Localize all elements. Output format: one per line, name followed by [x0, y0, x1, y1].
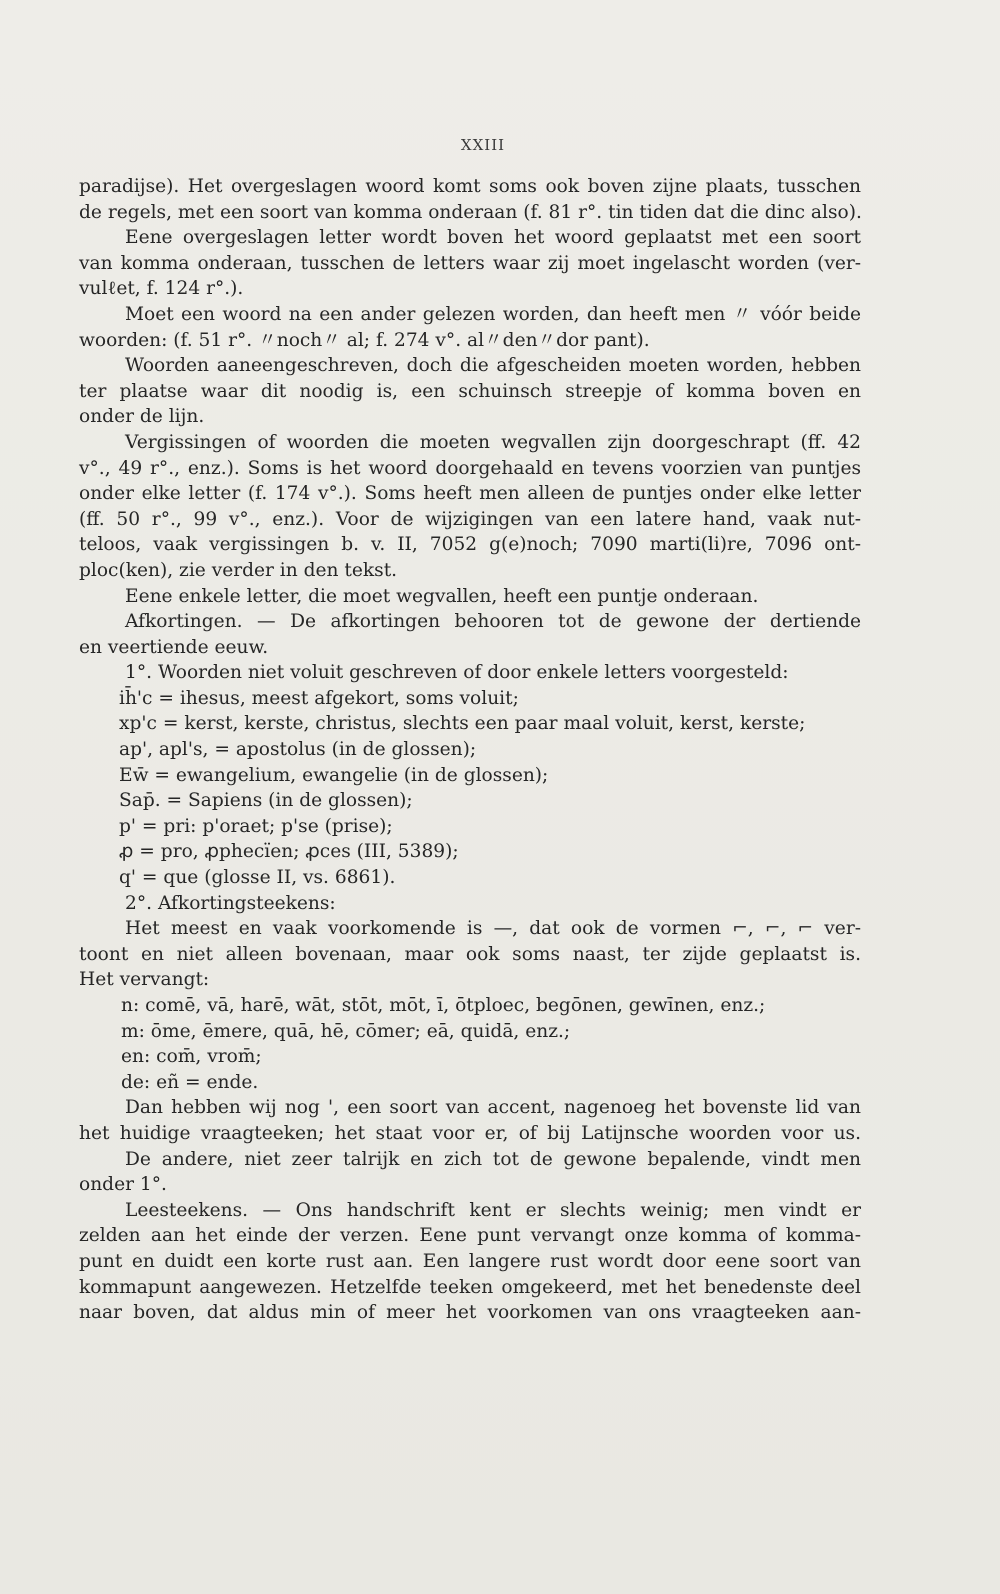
text-line: punt en duidt een korte rust aan. Een langere rust wordt door eene soort van	[79, 1250, 861, 1272]
text-line: v°., 49 r°., enz.). Soms is het woord doorgehaald en tevens voorzien van puntjes	[79, 457, 861, 479]
text-line: woorden: (f. 51 r°. 〃noch〃 al; f. 274 v°. al〃den〃dor pant).	[79, 329, 650, 351]
text-line: van komma onderaan, tusschen de letters waar zij moet ingelascht worden (ver-	[79, 252, 861, 274]
text-line: De andere, niet zeer talrijk en zich tot de gewone bepalende, vindt men	[125, 1148, 861, 1170]
text-line: Afkortingen. — De afkortingen behooren tot de gewone der dertiende	[125, 611, 861, 633]
text-line: Leesteekens. — Ons handschrift kent er slechts weinig; men vindt er	[125, 1199, 861, 1221]
text-line: ploc(ken), zie verder in den tekst.	[79, 559, 398, 581]
text-line: Eene overgeslagen letter wordt boven het woord geplaatst met een soort	[125, 227, 861, 249]
text-line: 2°. Afkortingsteekens:	[125, 892, 336, 914]
text-line: zelden aan het einde der verzen. Eene punt vervangt onze komma of komma-	[79, 1225, 861, 1247]
text-line: Het meest en vaak voorkomende is —, dat ook de vormen ⌐, ⌐, ⌐ ver-	[125, 918, 861, 940]
text-line: vulℓet, f. 124 r°.).	[79, 278, 244, 300]
text-line: Dan hebben wij nog ', een soort van accent, nagenoeg het bovenste lid van	[125, 1097, 861, 1119]
text-line: Sap̄. = Sapiens (in de glossen);	[119, 790, 413, 812]
text-line: ih̄'c = ihesus, meest afgekort, soms voluit;	[119, 687, 519, 709]
text-line: naar boven, dat aldus min of meer het voorkomen van ons vraagteeken aan-	[79, 1302, 861, 1324]
text-line: ter plaatse waar dit noodig is, een schuinsch streepje of komma boven en	[79, 380, 861, 402]
text-line: onder elke letter (f. 174 v°.). Soms heeft men alleen de puntjes onder elke letter	[79, 483, 861, 505]
text-line: Ew̄ = ewangelium, ewangelie (in de glossen);	[119, 764, 549, 786]
text-line: p' = pri: p'oraet; p'se (prise);	[119, 815, 393, 837]
text-line: Eene enkele letter, die moet wegvallen, heeft een puntje onderaan.	[125, 585, 759, 607]
text-line: Woorden aaneengeschreven, doch die afgescheiden moeten worden, hebben	[125, 355, 861, 377]
text-line: ꝓ = pro, ꝓphecïen; ꝓces (III, 5389);	[119, 841, 459, 863]
text-line: onder 1°.	[79, 1174, 167, 1196]
text-line: m: ōme, ēmere, quā, hē, cōmer; eā, quidā, enz.;	[121, 1020, 571, 1042]
text-line: Het vervangt:	[79, 969, 210, 991]
text-line: paradijse). Het overgeslagen woord komt soms ook boven zijne plaats, tusschen	[79, 176, 861, 197]
text-line: de regels, met een soort van komma onderaan (f. 81 r°. tin tiden dat die dinc also).	[79, 201, 862, 223]
text-line: Vergissingen of woorden die moeten wegvallen zijn doorgeschrapt (ff. 42	[125, 431, 861, 453]
text-line: Moet een woord na een ander gelezen worden, dan heeft men 〃 vóór beide	[125, 303, 861, 325]
text-line: toont en niet alleen bovenaan, maar ook soms naast, ter zijde geplaatst is.	[79, 943, 861, 965]
text-line: teloos, vaak vergissingen b. v. II, 7052 g(e)noch; 7090 marti(li)re, 7096 ont-	[79, 534, 861, 556]
page-number: XXIII	[460, 136, 506, 154]
text-line: en: com̄, vrom̄;	[121, 1046, 262, 1068]
text-line: q' = que (glosse II, vs. 6861).	[119, 867, 396, 889]
text-line: n: comē, vā, harē, wāt, stōt, mōt, ī, ōtploec, begōnen, gewīnen, enz.;	[121, 995, 766, 1016]
text-line: ap', apl's, = apostolus (in de glossen);	[119, 739, 477, 761]
text-line: (ff. 50 r°., 99 v°., enz.). Voor de wijzigingen van een latere hand, vaak nut-	[79, 508, 861, 530]
text-line: het huidige vraagteeken; het staat voor er, of bij Latijnsche woorden voor us.	[79, 1122, 861, 1144]
text-line: xp'c = kerst, kerste, christus, slechts een paar maal voluit, kerst, kerste;	[119, 713, 806, 735]
text-line: onder de lijn.	[79, 406, 205, 428]
text-line: de: eñ = ende.	[121, 1071, 259, 1093]
text-line: 1°. Woorden niet voluit geschreven of door enkele letters voorgesteld:	[125, 662, 789, 684]
body-text	[79, 174, 861, 1326]
text-line: kommapunt aangewezen. Hetzelfde teeken omgekeerd, met het benedenste deel	[79, 1276, 861, 1298]
text-line: en veertiende eeuw.	[79, 636, 269, 658]
